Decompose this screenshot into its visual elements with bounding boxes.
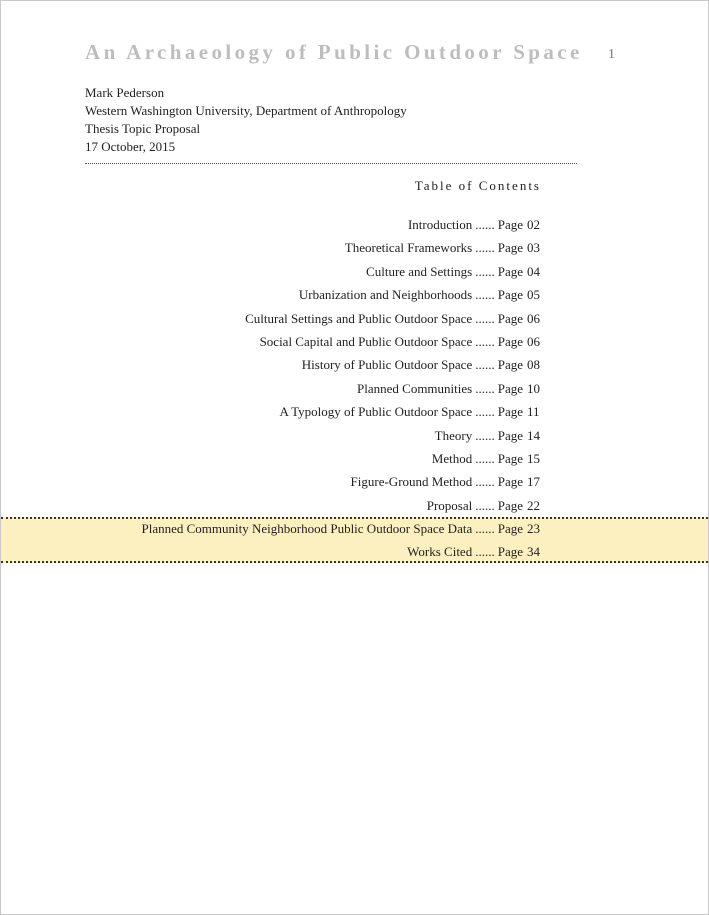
toc-entry[interactable] <box>1 517 708 540</box>
toc-page-label: Page <box>497 497 523 513</box>
toc-page-label: Page <box>497 450 523 466</box>
toc-entry[interactable] <box>1 470 708 493</box>
toc-page-number: 03 <box>527 240 540 256</box>
toc-page-label: Page <box>497 521 523 537</box>
toc-leader: ...... <box>475 474 495 490</box>
toc-entry-title: Cultural Settings and Public Outdoor Space <box>245 310 473 326</box>
toc-leader: ...... <box>475 544 495 560</box>
toc-leader: ...... <box>475 217 495 232</box>
toc-entry[interactable] <box>1 236 708 259</box>
toc-entry[interactable] <box>1 494 708 517</box>
toc-page-label: Page <box>497 544 523 560</box>
toc-page-label: Page <box>497 357 523 373</box>
toc-page-number: 11 <box>527 404 540 420</box>
toc-entry-title: Figure-Ground Method <box>350 474 473 490</box>
toc-page-label: Page <box>497 310 523 326</box>
toc-page-label: Page <box>497 474 523 490</box>
toc-page-label: Page <box>497 380 523 396</box>
toc-entry[interactable] <box>1 213 708 236</box>
toc-entry[interactable] <box>1 260 708 283</box>
toc-page-label: Page <box>497 217 523 232</box>
toc-leader: ...... <box>475 427 495 443</box>
author-name: Mark Pederson <box>85 85 165 100</box>
toc-entry-title: Planned Community Neighborhood Public Outdoor Space Data <box>141 521 473 537</box>
document-title: An Archaeology of Public Outdoor Space <box>85 40 583 64</box>
toc-page-number: 17 <box>527 474 540 490</box>
toc-leader: ...... <box>475 263 495 279</box>
affiliation: Western Washington University, Department of Anthropology <box>85 103 407 118</box>
toc-entry[interactable] <box>1 330 708 353</box>
toc-entry[interactable] <box>1 353 708 376</box>
toc-page-number: 15 <box>527 450 540 466</box>
table-of-contents <box>1 213 708 564</box>
toc-leader: ...... <box>475 357 495 373</box>
toc-entry-title: Introduction <box>407 217 473 232</box>
toc-leader: ...... <box>475 333 495 349</box>
toc-page-number: 22 <box>527 497 540 513</box>
dotted-divider <box>85 163 577 164</box>
toc-entry[interactable] <box>1 424 708 447</box>
document-date: 17 October, 2015 <box>85 139 176 154</box>
toc-entry[interactable] <box>1 540 708 563</box>
toc-page-number: 14 <box>527 427 540 443</box>
toc-entry[interactable] <box>1 400 708 423</box>
toc-entry[interactable] <box>1 307 708 330</box>
toc-entry-title: Works Cited <box>407 544 473 560</box>
toc-leader: ...... <box>475 240 495 256</box>
toc-leader: ...... <box>475 310 495 326</box>
toc-heading: Table of Contents <box>414 178 541 193</box>
toc-leader: ...... <box>475 450 495 466</box>
toc-entry[interactable] <box>1 283 708 306</box>
toc-page-number: 23 <box>527 521 540 537</box>
toc-entry-title: Culture and Settings <box>366 263 473 279</box>
toc-entry[interactable] <box>1 377 708 400</box>
toc-entry-title: History of Public Outdoor Space <box>301 357 473 373</box>
toc-page-number: 05 <box>527 287 540 303</box>
toc-leader: ...... <box>475 404 495 420</box>
toc-page-label: Page <box>497 240 523 256</box>
toc-page-label: Page <box>497 427 523 443</box>
author-block <box>85 84 407 156</box>
toc-entry-title: Proposal <box>426 497 473 513</box>
toc-page-number: 06 <box>527 310 540 326</box>
toc-leader: ...... <box>475 521 495 537</box>
toc-page-number: 08 <box>527 357 540 373</box>
toc-entry-title: A Typology of Public Outdoor Space <box>279 404 473 420</box>
toc-entry[interactable] <box>1 447 708 470</box>
toc-entry-title: Planned Communities <box>357 380 473 396</box>
toc-leader: ...... <box>475 287 495 303</box>
toc-page-number: 06 <box>527 333 540 349</box>
toc-entry-title: Theoretical Frameworks <box>344 240 473 256</box>
toc-page-number: 04 <box>527 263 540 279</box>
toc-page-label: Page <box>497 287 523 303</box>
toc-page-label: Page <box>497 333 523 349</box>
toc-entry-title: Theory <box>434 427 473 443</box>
toc-entry-title: Social Capital and Public Outdoor Space <box>259 333 473 349</box>
toc-leader: ...... <box>475 497 495 513</box>
toc-page-number: 10 <box>527 380 540 396</box>
toc-page-number: 34 <box>527 544 540 560</box>
toc-page-label: Page <box>497 404 523 420</box>
toc-page-number: 02 <box>527 217 540 232</box>
page-number: 1 <box>608 47 615 62</box>
toc-entry-title: Urbanization and Neighborhoods <box>298 287 473 303</box>
toc-entry-title: Method <box>431 450 473 466</box>
toc-page-label: Page <box>497 263 523 279</box>
document-type: Thesis Topic Proposal <box>85 121 201 136</box>
toc-leader: ...... <box>475 380 495 396</box>
